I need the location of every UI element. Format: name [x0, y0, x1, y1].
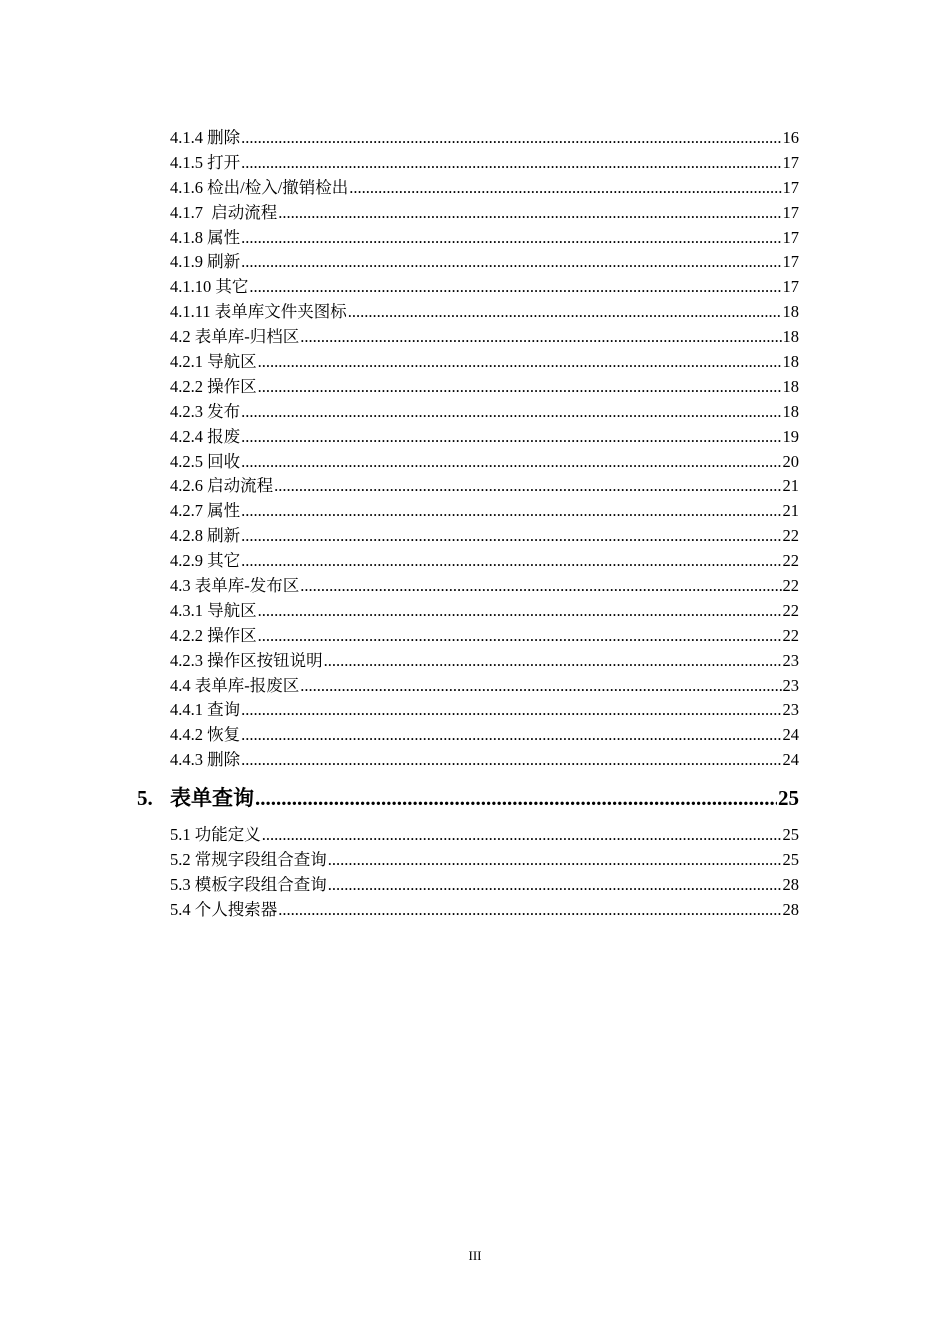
toc-entry-page: 24 — [782, 750, 799, 770]
toc-entry-page: 28 — [782, 874, 799, 894]
toc-dot-leader — [258, 350, 782, 375]
toc-dot-leader — [300, 325, 781, 350]
toc-entry-page: 28 — [782, 899, 799, 919]
toc-entry[interactable] — [137, 151, 799, 176]
toc-entry[interactable] — [137, 325, 799, 350]
toc-entry-page: 17 — [782, 152, 799, 172]
toc-entry[interactable] — [137, 250, 799, 275]
toc-entry-page: 17 — [782, 177, 799, 197]
toc-chapter-page: 25 — [778, 786, 799, 811]
toc-dot-leader — [241, 723, 781, 748]
toc-dot-leader — [300, 574, 781, 599]
toc-dot-leader — [241, 151, 781, 176]
toc-entry[interactable] — [137, 574, 799, 599]
toc-entry[interactable] — [137, 698, 799, 723]
toc-entry[interactable] — [137, 549, 799, 574]
toc-entry-label: 4.1.8 属性 — [170, 227, 241, 247]
toc-dot-leader — [241, 450, 781, 475]
toc-entry-label: 4.4.2 恢复 — [170, 725, 241, 745]
toc-entry-label: 4.2.4 报废 — [170, 426, 241, 446]
toc-entry-page: 21 — [782, 501, 799, 521]
toc-dot-leader — [349, 176, 781, 201]
toc-dot-leader — [258, 624, 782, 649]
toc-dot-leader — [241, 400, 781, 425]
toc-dot-leader — [300, 674, 781, 699]
toc-entry-page: 17 — [782, 202, 799, 222]
toc-entry[interactable] — [137, 524, 799, 549]
toc-entry-page: 16 — [782, 128, 799, 147]
toc-dot-leader — [262, 823, 782, 848]
toc-entry-label: 4.1.7 启动流程 — [170, 202, 278, 222]
toc-entry[interactable] — [137, 474, 799, 499]
toc-entry-label: 4.2.3 发布 — [170, 401, 241, 421]
toc-dot-leader — [258, 599, 782, 624]
toc-entry-page: 25 — [782, 825, 799, 845]
toc-entry-page: 18 — [782, 352, 799, 372]
toc-entry[interactable] — [137, 226, 799, 251]
toc-entry[interactable] — [137, 599, 799, 624]
toc-entry-page: 18 — [782, 302, 799, 322]
toc-entry[interactable] — [137, 624, 799, 649]
toc-dot-leader — [241, 499, 781, 524]
toc-dot-leader — [241, 549, 781, 574]
toc-entry-label: 4.2.2 操作区 — [170, 625, 257, 645]
toc-entry-label: 4.4.1 查询 — [170, 700, 241, 720]
toc-entry-label: 5.3 模板字段组合查询 — [170, 874, 327, 894]
toc-dot-leader — [241, 250, 781, 275]
toc-entry[interactable] — [137, 450, 799, 475]
toc-entry[interactable] — [137, 848, 799, 873]
toc-entry-label: 4.2.6 启动流程 — [170, 476, 274, 496]
toc-entry-label: 4.1.4 删除 — [170, 128, 241, 147]
toc-entry-label: 4.4 表单库-报废区 — [170, 675, 300, 695]
toc-entry-label: 5.2 常规字段组合查询 — [170, 850, 327, 870]
toc-entry-label: 5.4 个人搜索器 — [170, 899, 278, 919]
toc-entry[interactable] — [137, 723, 799, 748]
toc-entry[interactable] — [137, 898, 799, 923]
toc-entry-label: 4.1.6 检出/检入/撤销检出 — [170, 177, 349, 197]
toc-entry-page: 22 — [782, 526, 799, 546]
toc-dot-leader — [348, 300, 782, 325]
toc-entry-page: 22 — [782, 625, 799, 645]
toc-entry[interactable] — [137, 176, 799, 201]
toc-entry-page: 23 — [782, 700, 799, 720]
toc-entry-label: 5.1 功能定义 — [170, 825, 261, 845]
toc-dot-leader — [255, 773, 777, 823]
toc-entry[interactable] — [137, 425, 799, 450]
toc-entry[interactable] — [137, 400, 799, 425]
toc-chapter-number: 5. — [137, 786, 153, 811]
toc-dot-leader — [328, 873, 782, 898]
page-number-footer: III — [468, 1248, 482, 1263]
toc-entry-page: 18 — [782, 327, 799, 347]
toc-dot-leader — [241, 226, 781, 251]
toc-dot-leader — [274, 474, 781, 499]
toc-dot-leader — [278, 201, 781, 226]
toc-entry-page: 17 — [782, 227, 799, 247]
toc-entry-label: 4.1.10 其它 — [170, 277, 249, 297]
toc-entry-label: 4.2.7 属性 — [170, 501, 241, 521]
toc-entry-label: 4.1.5 打开 — [170, 152, 241, 172]
toc-entry-page: 23 — [782, 650, 799, 670]
toc-entry-label: 4.1.9 刷新 — [170, 252, 241, 272]
toc-chapter-label: 表单查询 — [170, 786, 254, 811]
toc-entry-label: 4.2.5 回收 — [170, 451, 241, 471]
toc-dot-leader — [241, 425, 781, 450]
toc-dot-leader — [241, 698, 781, 723]
toc-dot-leader — [249, 275, 781, 300]
toc-entry-label: 4.4.3 删除 — [170, 750, 241, 770]
toc-entry[interactable] — [137, 748, 799, 773]
toc-entry-page: 22 — [782, 600, 799, 620]
toc-entry[interactable] — [137, 499, 799, 524]
toc-entry[interactable] — [137, 649, 799, 674]
toc-entry-page: 24 — [782, 725, 799, 745]
toc-entry-label: 4.2.9 其它 — [170, 551, 241, 571]
toc-entry[interactable] — [137, 300, 799, 325]
toc-entry[interactable] — [137, 275, 799, 300]
toc-chapter-entry[interactable] — [137, 773, 799, 823]
toc-entry-page: 19 — [782, 426, 799, 446]
toc-dot-leader — [241, 524, 781, 549]
toc-entry-label: 4.2.8 刷新 — [170, 526, 241, 546]
toc-dot-leader — [258, 375, 782, 400]
toc-entry-page: 22 — [782, 551, 799, 571]
toc-entry[interactable] — [137, 823, 799, 848]
toc-dot-leader — [241, 748, 781, 773]
toc-entry-page: 17 — [782, 277, 799, 297]
toc-dot-leader — [324, 649, 782, 674]
table-of-contents — [137, 126, 799, 923]
toc-dot-leader — [278, 898, 781, 923]
toc-entry-page: 21 — [782, 476, 799, 496]
toc-entry-page: 25 — [782, 850, 799, 870]
toc-entry-page: 18 — [782, 401, 799, 421]
toc-entry-page: 20 — [782, 451, 799, 471]
toc-entry-label: 4.3.1 导航区 — [170, 600, 257, 620]
toc-entry[interactable] — [137, 375, 799, 400]
toc-entry-page: 18 — [782, 376, 799, 396]
toc-dot-leader — [328, 848, 782, 873]
toc-entry-label: 4.2.2 操作区 — [170, 376, 257, 396]
toc-entry-label: 4.3 表单库-发布区 — [170, 576, 300, 596]
toc-entry-page: 23 — [782, 675, 799, 695]
toc-entry-page: 22 — [782, 576, 799, 596]
toc-entry[interactable] — [137, 674, 799, 699]
toc-entry-label: 4.2 表单库-归档区 — [170, 327, 300, 347]
toc-entry[interactable] — [137, 873, 799, 898]
toc-entry-label: 4.2.1 导航区 — [170, 352, 257, 372]
toc-entry-label: 4.1.11 表单库文件夹图标 — [170, 302, 347, 322]
toc-entry-page: 17 — [782, 252, 799, 272]
toc-dot-leader — [241, 126, 781, 151]
toc-entry[interactable] — [137, 201, 799, 226]
toc-entry[interactable] — [137, 126, 799, 151]
toc-entry-label: 4.2.3 操作区按钮说明 — [170, 650, 323, 670]
toc-entry[interactable] — [137, 350, 799, 375]
